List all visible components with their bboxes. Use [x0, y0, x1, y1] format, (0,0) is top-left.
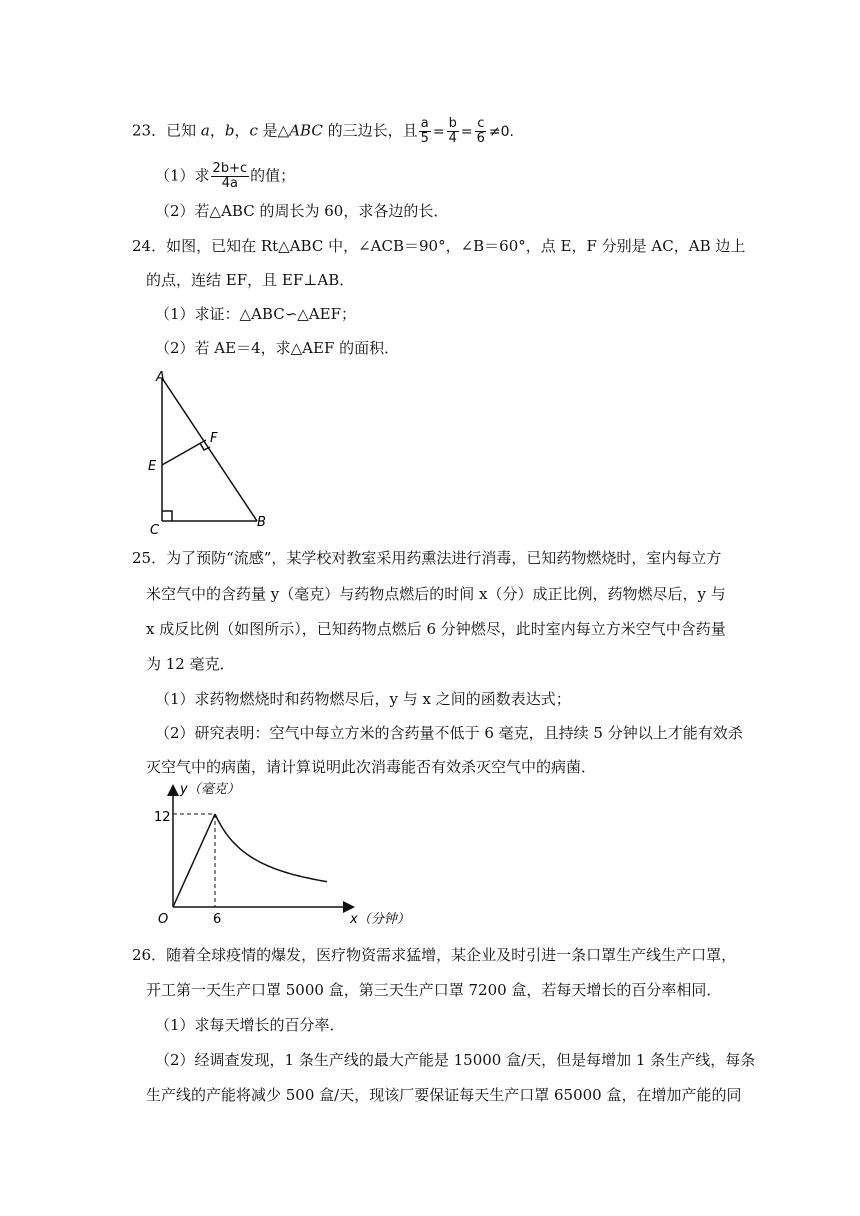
- x-axis-label: x（分钟）: [350, 912, 410, 927]
- q26-line2: 开工第一天生产口罩 5000 盒，第三天生产口罩 7200 盒，若每天增长的百分率相同．: [146, 981, 722, 999]
- fraction-2b-c-over-4a: $\frac{2b+c}{4a}$: [212, 161, 248, 191]
- label-c: C: [150, 523, 160, 536]
- q25-part1: （1）求药物燃烧时和药物燃尽后，y 与 x 之间的函数表达式；: [155, 690, 571, 708]
- right-angle-mark-c: [162, 511, 172, 521]
- q24-part1: （1）求证：△ABC∽△AEF；: [155, 305, 356, 323]
- x-tick-label: 6: [213, 912, 222, 927]
- q24-part2: （2）若 AE＝4，求△AEF 的面积．: [155, 339, 400, 357]
- q24-line2: 的点，连结 EF，且 EF⊥AB．: [146, 271, 355, 289]
- q26-line1: 26．随着全球疫情的爆发，医疗物资需求猛增，某企业及时引进一条口罩生产线生产口罩，: [132, 946, 737, 964]
- series-curve-inverse: [215, 814, 327, 882]
- q23-number: 23．: [132, 121, 167, 140]
- label-e: E: [148, 459, 157, 474]
- q23-part2: （2）若△ABC 的周长为 60，求各边的长．: [155, 202, 449, 220]
- label-a: A: [156, 370, 165, 385]
- q25-part2-line2: 灭空气中的病菌，请计算说明此次消毒能否有效杀灭空气中的病菌．: [146, 758, 597, 776]
- q23-part1: （1）求 $\frac{2b+c}{4a}$ 的值；: [155, 161, 296, 191]
- fraction-b-4: $\frac{b}{4}$: [448, 116, 457, 146]
- label-f: F: [210, 431, 218, 446]
- q25-line3: x 成反比例（如图所示），已知药物点燃后 6 分钟燃尽，此时室内每立方米空气中含药量: [146, 620, 726, 638]
- q25-line2: 米空气中的含药量 y（毫克）与药物点燃后的时间 x（分）成正比例，药物燃尽后，y 与: [146, 585, 726, 603]
- q26-part2-line2: 生产线的产能将减少 500 盒/天，现该厂要保证每天生产口罩 65000 盒，在增加产能的同: [146, 1086, 742, 1104]
- q25-number: 25．: [132, 549, 167, 567]
- triangle-figure: [140, 364, 280, 536]
- series-line-proportional: [173, 814, 215, 907]
- fraction-a-5: $\frac{a}{5}$: [420, 116, 429, 146]
- q24-number: 24．: [132, 237, 167, 255]
- q26-part2-line1: （2）经调查发现，1 条生产线的最大产能是 15000 盒/天，但是每增加 1 条生产线，每条: [155, 1051, 756, 1069]
- q25-part2-line1: （2）研究表明：空气中每立方米的含药量不低于 6 毫克，且持续 5 分钟以上才能有效杀: [155, 724, 743, 742]
- dose-time-graph: [140, 777, 420, 929]
- origin-label: O: [158, 912, 169, 927]
- y-tick-label: 12: [154, 810, 171, 825]
- q24-line1: 24．如图，已知在 Rt△ABC 中，∠ACB＝90°，∠B＝60°，点 E，F 分别是 AC，AB 边上: [132, 237, 746, 255]
- label-b: B: [257, 515, 266, 530]
- segment-ab: [162, 378, 257, 521]
- q26-part1: （1）求每天增长的百分率．: [155, 1016, 345, 1034]
- y-axis-label: y（毫克）: [180, 782, 240, 797]
- fraction-c-6: $\frac{c}{6}$: [476, 116, 485, 146]
- q23-line: 23．已知 a，b，c 是△ABC 的三边长，且 $\frac{a}{5}$ = $\frac{b}{4}$ = $\frac{c}{6}$ ≠0.: [132, 116, 514, 146]
- q26-number: 26．: [132, 946, 167, 964]
- q25-line1: 25．为了预防“流感”，某学校对教室采用药熏法进行消毒，已知药物燃烧时，室内每立方: [132, 549, 722, 567]
- segment-ef: [162, 440, 206, 465]
- q25-line4: 为 12 毫克．: [146, 655, 235, 673]
